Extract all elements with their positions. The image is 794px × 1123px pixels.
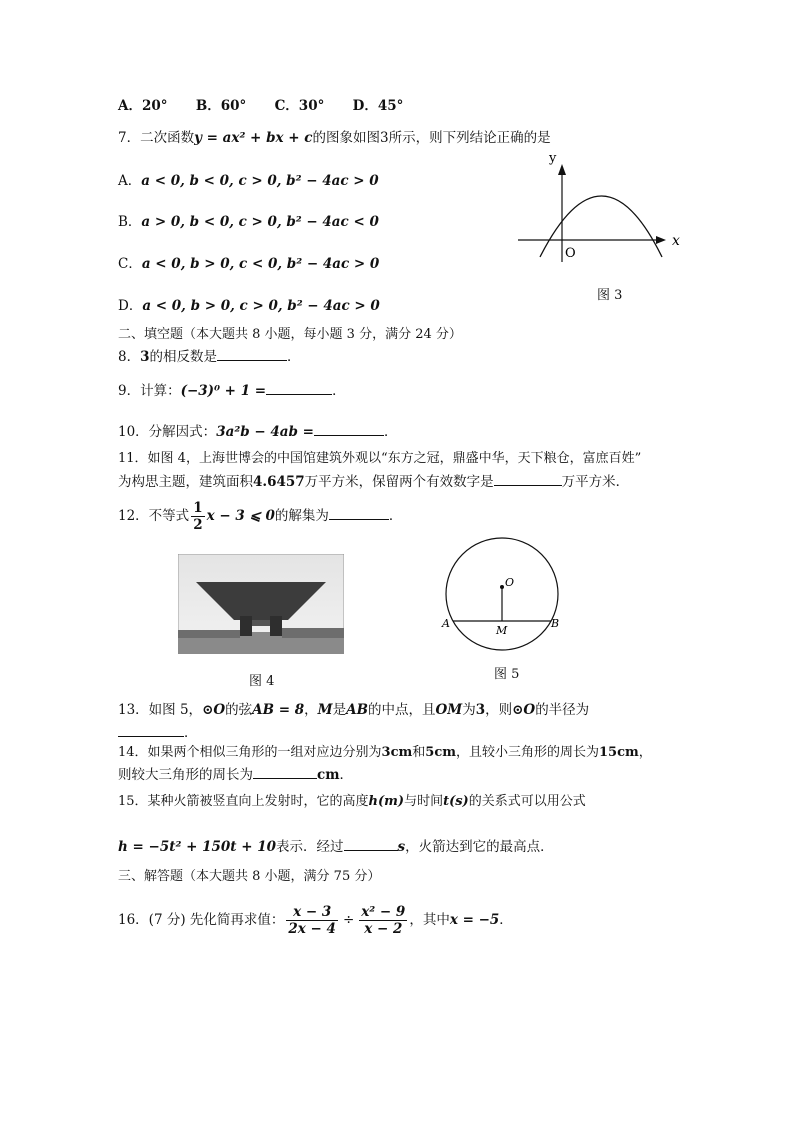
q12-post: 的解集为 xyxy=(274,508,329,524)
y-axis-arrow xyxy=(558,164,566,175)
q8-answer-blank xyxy=(217,346,287,361)
q9-end: ． xyxy=(332,383,346,399)
q14-p1: 14．如果两个相似三角形的一组对应边分别为 xyxy=(118,745,382,760)
q11-line2-mid: 万平方米，保留两个有效数字是 xyxy=(304,474,494,490)
q7-option-d xyxy=(118,296,380,316)
q8-value: 3 xyxy=(140,349,150,365)
q13-p7: ，则 xyxy=(485,702,513,718)
q14-unit: cm xyxy=(317,767,340,783)
q15-line-1 xyxy=(118,792,586,812)
q16-mid: ，其中 xyxy=(409,912,450,928)
q15-p2: 与时间 xyxy=(404,794,444,809)
q15-p4: 表示．经过 xyxy=(276,839,344,855)
q11-area: 4.6457 xyxy=(253,474,305,490)
q10-answer-blank xyxy=(314,421,384,436)
q14-line2-text: 则较大三角形的周长为 xyxy=(118,767,253,783)
q14-end: ． xyxy=(339,767,354,783)
q10-end: ． xyxy=(383,424,398,440)
q12-end: ． xyxy=(388,508,403,524)
q9-answer-blank xyxy=(266,380,332,395)
q7-option-d-label: D． xyxy=(118,298,143,314)
q15-h: h(m) xyxy=(368,794,405,809)
q14-v3: 15cm xyxy=(599,745,639,760)
q16-fraction-1 xyxy=(286,904,338,937)
q14-p3: ，且较小三角形的周长为 xyxy=(456,745,600,760)
q16-end: ． xyxy=(499,912,513,928)
q8-number: 8． xyxy=(118,349,141,365)
photo-buildings-right xyxy=(282,628,344,638)
q7-option-c-text: a < 0, b > 0, c < 0, b² − 4ac > 0 xyxy=(141,256,380,272)
figure-4-photo xyxy=(178,554,344,654)
q11-line-2 xyxy=(118,471,629,492)
q16-denominator-1: 2x − 4 xyxy=(288,921,336,937)
q8-text: 的相反数是 xyxy=(149,349,217,365)
q13-circle: ⊙O xyxy=(202,702,226,718)
q16-value: x = −5 xyxy=(449,912,500,928)
section-3-heading: 三、解答题（本大题共 8 小题，满分 75 分） xyxy=(118,869,381,884)
q7-option-c-label: C． xyxy=(118,256,142,272)
q7-stem-pre: 7．二次函数 xyxy=(118,130,195,146)
q14-answer-blank xyxy=(253,764,317,779)
q15-t: t(s) xyxy=(443,794,469,809)
q12-pre: 12．不等式 xyxy=(118,508,190,524)
q6-option-d: D．45° xyxy=(352,98,404,114)
pavilion-beam xyxy=(252,620,270,626)
figure-5-circle xyxy=(438,534,568,659)
q14-v1: 3cm xyxy=(381,745,413,760)
q14-v2: 5cm xyxy=(425,745,456,760)
q6-options xyxy=(118,96,403,116)
q7-formula: y = ax² + bx + c xyxy=(194,130,313,146)
q13-p1: 13．如图 5， xyxy=(118,702,203,718)
q7-option-b-label: B． xyxy=(118,214,142,230)
q15-p5: ，火箭达到它的最高点． xyxy=(405,839,554,855)
q10 xyxy=(118,421,397,442)
q13-answer-blank xyxy=(118,722,184,737)
q7-option-a xyxy=(118,171,379,191)
q15-line-2 xyxy=(118,836,554,857)
origin-label: O xyxy=(565,246,576,261)
q16-numerator-2: x² − 9 xyxy=(361,904,406,920)
q6-option-a: A．20° xyxy=(118,98,168,114)
q13-ab: AB = 8 xyxy=(252,702,305,718)
q6-option-b: B．60° xyxy=(195,98,247,114)
q13-p4: 是 xyxy=(332,702,347,718)
q12-expression: x − 3 ⩽ 0 xyxy=(206,508,275,524)
q16-fraction-2 xyxy=(359,904,407,937)
q13-end: ． xyxy=(184,725,198,741)
label-m: M xyxy=(496,624,508,637)
q13-ab2: AB xyxy=(346,702,368,718)
q12-numerator: 1 xyxy=(193,500,203,516)
q13-p3: ， xyxy=(304,702,318,718)
q7-option-c xyxy=(118,254,379,274)
q8 xyxy=(118,346,301,367)
parabola-curve xyxy=(540,196,662,257)
label-o: O xyxy=(505,576,515,589)
q12-denominator: 2 xyxy=(193,517,203,533)
q15-unit: s xyxy=(397,839,406,855)
q16-denominator-2: x − 2 xyxy=(364,921,403,937)
label-b: B xyxy=(551,617,560,630)
q14-p4: ， xyxy=(638,745,652,760)
q12 xyxy=(118,496,402,536)
x-axis-arrow xyxy=(656,236,666,244)
label-a: A xyxy=(442,617,450,630)
q7-stem-post: 的图象如图3所示，则下列结论正确的是 xyxy=(312,130,551,146)
q15-p1: 15．某种火箭被竖直向上发射时，它的高度 xyxy=(118,794,369,809)
q15-formula: h = −5t² + 150t + 10 xyxy=(118,839,277,855)
x-axis-label: x xyxy=(672,233,680,249)
q14-line-1 xyxy=(118,743,652,763)
q16 xyxy=(118,900,513,940)
q13-circle2: ⊙O xyxy=(512,702,536,718)
q13-p2: 的弦 xyxy=(225,702,253,718)
q16-pre: 16．(7 分) 先化简再求值： xyxy=(118,912,285,928)
pavilion-pillar-left xyxy=(240,616,252,636)
q13-line-2 xyxy=(118,722,198,743)
figure-3-caption: 图 3 xyxy=(597,288,623,303)
q12-answer-blank xyxy=(329,505,389,520)
q11-line2-pre: 为构思主题，建筑面积 xyxy=(118,474,253,490)
q7-option-b xyxy=(118,212,379,232)
pavilion-pillar-right xyxy=(270,616,282,636)
q7-stem xyxy=(118,128,551,148)
center-point xyxy=(500,585,504,589)
q16-operator: ÷ xyxy=(342,912,355,928)
q7-option-b-text: a > 0, b < 0, c > 0, b² − 4ac < 0 xyxy=(141,214,379,230)
q10-text: 10．分解因式： xyxy=(118,424,217,440)
q9-expression: (−3)⁰ + 1 = xyxy=(180,383,267,399)
figure-3-parabola xyxy=(512,150,692,275)
y-axis-label: y xyxy=(549,151,557,166)
q6-option-c: C．30° xyxy=(274,98,325,114)
q7-option-a-text: a < 0, b < 0, c > 0, b² − 4ac > 0 xyxy=(141,173,379,189)
q13-p5: 的中点，且 xyxy=(367,702,436,718)
q10-expression: 3a²b − 4ab = xyxy=(216,424,314,440)
q11-answer-blank xyxy=(494,471,562,486)
figure-4-caption: 图 4 xyxy=(249,674,275,689)
q15-answer-blank xyxy=(344,836,398,851)
q13-p8: 的半径为 xyxy=(535,702,590,718)
q13-line-1 xyxy=(118,700,589,720)
q9-text: 9．计算： xyxy=(118,383,181,399)
q8-end: ． xyxy=(287,349,301,365)
q13-m: M xyxy=(317,702,333,718)
q14-line-2 xyxy=(118,764,353,785)
q7-option-a-label: A． xyxy=(118,173,142,189)
q14-p2: 和 xyxy=(412,745,426,760)
q15-p3: 的关系式可以用公式 xyxy=(468,794,586,809)
figure-5-caption: 图 5 xyxy=(494,667,520,682)
q13-p6: 为 xyxy=(462,702,476,718)
q11-line2-end: 万平方米． xyxy=(561,474,630,490)
q11-line-1: 11．如图 4，上海世博会的中国馆建筑外观以“东方之冠，鼎盛中华，天下粮仓，富庶百姓” xyxy=(118,451,642,466)
q7-option-d-text: a < 0, b > 0, c > 0, b² − 4ac > 0 xyxy=(142,298,380,314)
q13-om: OM xyxy=(435,702,463,718)
q16-numerator-1: x − 3 xyxy=(286,904,338,921)
photo-buildings-left xyxy=(178,630,240,638)
q9 xyxy=(118,380,346,401)
q13-three: 3 xyxy=(475,702,486,718)
section-2-heading: 二、填空题（本大题共 8 小题，每小题 3 分，满分 24 分） xyxy=(118,327,462,342)
q12-fraction xyxy=(191,500,204,533)
